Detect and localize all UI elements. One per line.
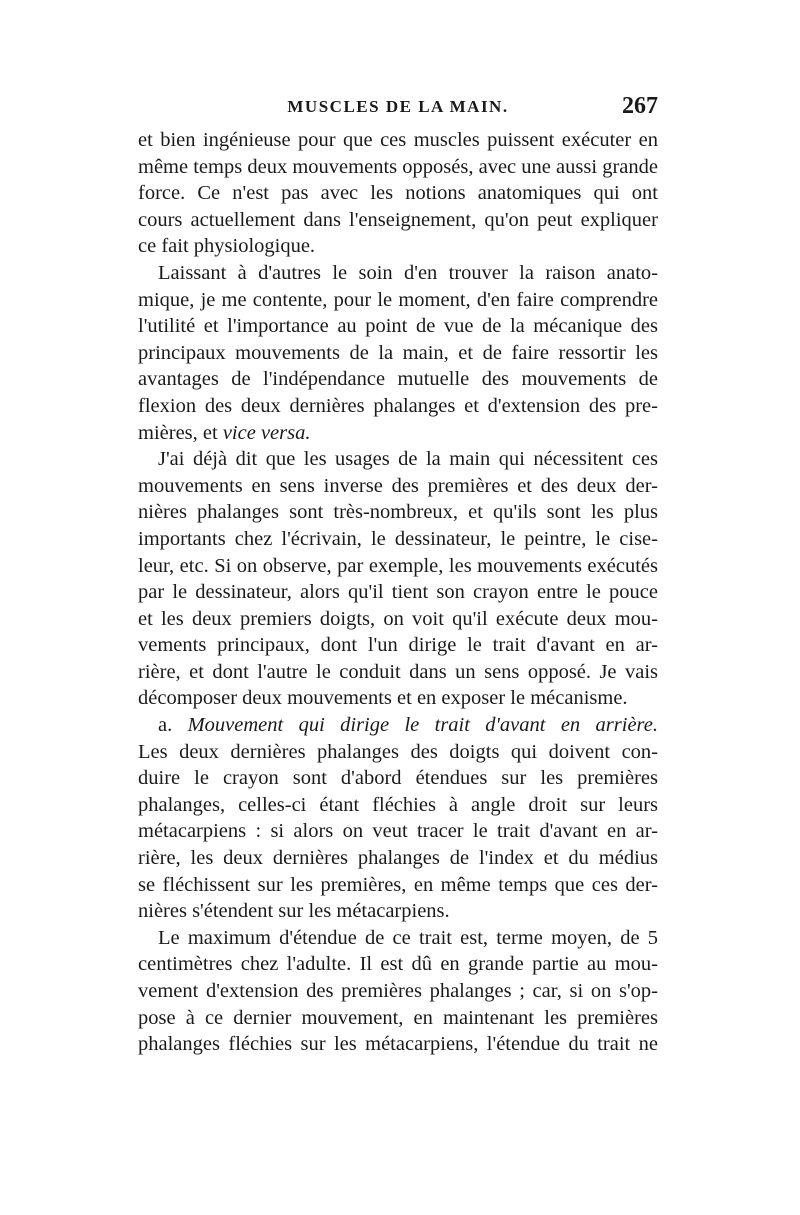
text-line: force. Ce n'est pas avec les notions anatomiques qui ont — [138, 182, 658, 205]
text-line: J'ai déjà dit que les usages de la main qui nécessitent ces — [158, 448, 658, 471]
text-line: mouvements en sens inverse des premières et des deux der- — [138, 474, 658, 497]
text-line: ce fait physiologique. — [138, 235, 316, 258]
text-line: avantages de l'indépendance mutuelle des mouvements de — [138, 368, 658, 391]
text-line: mières, et vice versa. — [138, 421, 311, 444]
text-line: principaux mouvements de la main, et de faire ressortir les — [138, 341, 658, 364]
text-line: importants chez l'écrivain, le dessinateur, le peintre, le cise- — [138, 527, 658, 550]
running-title: MUSCLES DE LA MAIN. — [287, 97, 509, 116]
text-line: flexion des deux dernières phalanges et d'extension des pre- — [138, 394, 658, 417]
text-line: décomposer deux mouvements et en exposer le mécanisme. — [138, 687, 628, 710]
italic-text: Mouvement qui dirige le trait d'avant en arrière. — [187, 714, 658, 737]
text-line: duire le crayon sont d'abord étendues sur les premières — [138, 767, 658, 790]
text-line: Les deux dernières phalanges des doigts qui doivent con- — [138, 740, 658, 763]
text-line: vements principaux, dont l'un dirige le trait d'avant en ar- — [138, 634, 658, 657]
text-line: métacarpiens : si alors on veut tracer le trait d'avant en ar- — [138, 820, 658, 843]
text-line: pose à ce dernier mouvement, en maintenant les premières — [138, 1006, 658, 1029]
text-line: nières s'étendent sur les métacarpiens. — [138, 900, 450, 923]
text-line: nières phalanges sont très-nombreux, et qu'ils sont les plus — [138, 501, 658, 524]
text-line: par le dessinateur, alors qu'il tient son crayon entre le pouce — [138, 581, 658, 604]
text-line: leur, etc. Si on observe, par exemple, les mouvements exécutés — [138, 554, 658, 577]
text-line: même temps deux mouvements opposés, avec une aussi grande — [138, 155, 658, 178]
text-line: se fléchissent sur les premières, en même temps que ces der- — [138, 873, 658, 896]
text-line: Laissant à d'autres le soin d'en trouver la raison anato- — [158, 261, 658, 284]
text-line: vement d'extension des premières phalanges ; car, si on s'op- — [138, 980, 658, 1002]
text-line: Le maximum d'étendue de ce trait est, terme moyen, de 5 — [158, 926, 658, 949]
text-line: phalanges, celles-ci étant fléchies à angle droit sur leurs — [138, 793, 658, 816]
text-line: rière, les deux dernières phalanges de l'index et du médius — [138, 847, 658, 870]
page-number: 267 — [622, 93, 658, 119]
text-line: phalanges fléchies sur les métacarpiens, l'étendue du trait ne — [138, 1033, 658, 1056]
text-line: rière, et dont l'autre le conduit dans un sens opposé. Je vais — [138, 660, 658, 683]
body-text — [138, 127, 658, 1058]
section-heading: a. Mouvement qui dirige le trait d'avant en arrière. — [158, 714, 658, 737]
italic-text: vice versa. — [222, 421, 311, 444]
text-line: cours actuellement dans l'enseignement, qu'on peut expliquer — [138, 208, 658, 231]
text-line: centimètres chez l'adulte. Il est dû en grande partie au mou- — [138, 953, 658, 976]
page-header — [138, 95, 658, 127]
text-line: l'utilité et l'importance au point de vue de la mécanique des — [138, 315, 658, 338]
text-line: et bien ingénieuse pour que ces muscles puissent exécuter en — [138, 129, 658, 151]
text-line: mique, je me contente, pour le moment, d'en faire comprendre — [138, 288, 658, 311]
text-line: et les deux premiers doigts, on voit qu'il exécute deux mou- — [138, 607, 658, 630]
